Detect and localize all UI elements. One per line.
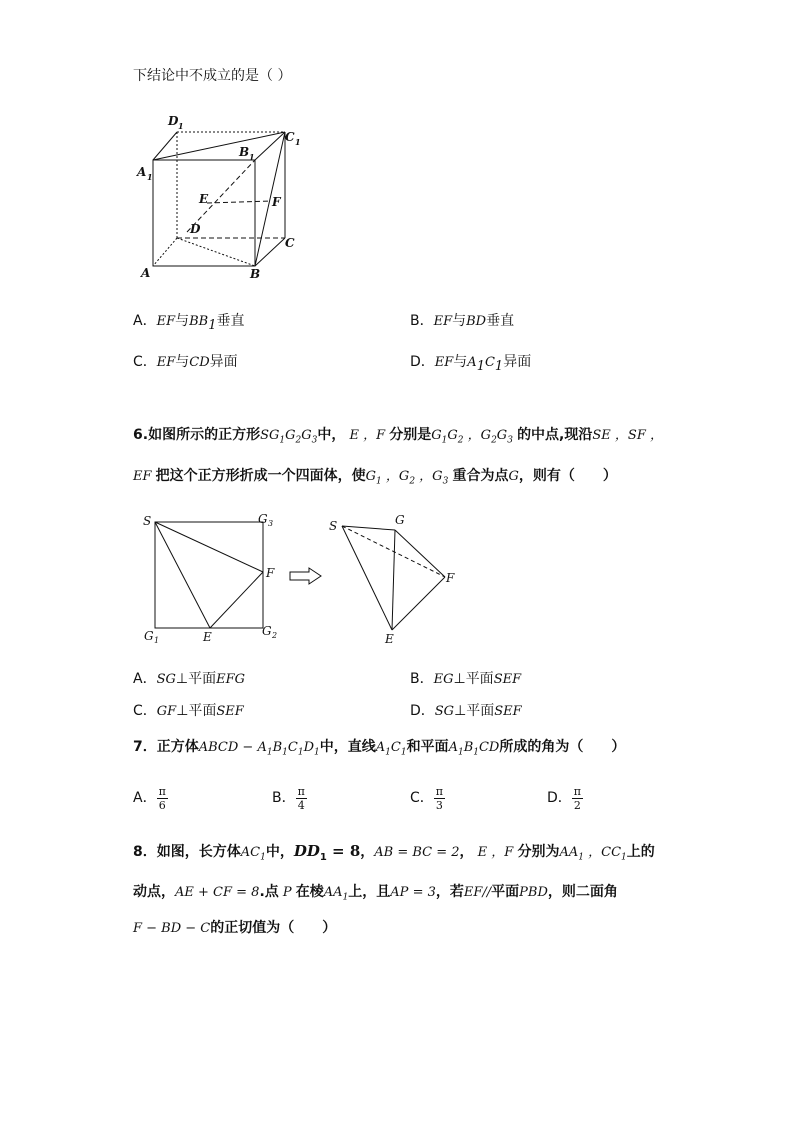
q5-option-d[interactable]: D．EF与$A_1C_1$异面 xyxy=(410,354,532,374)
label-C1: C xyxy=(285,130,295,144)
q7-stem: 7．正方体ABCD − $A_1B_1C_1D_1$中，直线$A_1C_1$和平面$A_1B_1CD$所成的角为（ ） xyxy=(133,739,626,758)
label-A: A xyxy=(141,266,151,280)
q6-stem-line1: 6.如图所示的正方形$SG_1G_2G_3$中， E ，F 分别是$G_1G_2$ ，$G_2G_3$ 的中点,现沿SE ，SF ， xyxy=(133,427,663,446)
fig6b-E: E xyxy=(385,632,394,646)
label-D: D xyxy=(190,222,201,236)
q5-option-b[interactable]: B．EF与BD垂直 xyxy=(410,313,515,329)
fig6b-S: S xyxy=(329,519,338,533)
q7-option-b[interactable]: B． $\frac{\pi}{4}$ xyxy=(272,784,305,812)
svg-text:1: 1 xyxy=(249,152,255,162)
label-E: E xyxy=(199,192,209,206)
svg-text:1: 1 xyxy=(295,137,301,147)
label-B: B xyxy=(250,267,261,281)
fold-arrow-icon xyxy=(289,567,323,585)
fraction: $\frac{\pi}{2}$ xyxy=(573,784,582,812)
q8-stem-line1: 8．如图，长方体$AC_1$中，$DD_1 = 8$，AB = BC = 2， E ，F 分别为$AA_1$ ，$CC_1$上的 xyxy=(133,842,655,863)
label-B1: B xyxy=(239,145,250,159)
q6-option-d[interactable]: D．SG⊥平面SEF xyxy=(410,703,522,719)
fig6-F: F xyxy=(266,566,275,580)
q6-square-figure xyxy=(140,510,280,645)
q6-stem-line2: EF 把这个正方形折成一个四面体，使$G_1$ ，$G_2$ ，$G_3$ 重合为点G，则有（ ） xyxy=(133,468,617,487)
svg-text:1: 1 xyxy=(147,172,153,182)
fraction: $\frac{\pi}{4}$ xyxy=(297,784,305,812)
q6-option-b[interactable]: B．EG⊥平面SEF xyxy=(410,671,522,687)
q8-stem-line3: F − BD − C的正切值为（ ） xyxy=(133,920,337,936)
fig6-G2: G xyxy=(262,624,272,638)
svg-text:1: 1 xyxy=(178,121,184,131)
q5-cube-figure xyxy=(135,110,305,285)
fig6b-F: F xyxy=(446,571,455,585)
fig6-E: E xyxy=(203,630,212,644)
fraction: $\frac{\pi}{3}$ xyxy=(435,784,444,812)
q5-stem: 下结论中不成立的是（ ） xyxy=(133,68,292,84)
q7-option-d[interactable]: D． $\frac{\pi}{2}$ xyxy=(547,784,582,812)
q6-option-a[interactable]: A．SG⊥平面EFG xyxy=(133,671,245,687)
label-C: C xyxy=(285,236,295,250)
label-A1: A xyxy=(137,165,147,179)
q5-option-c[interactable]: C．EF与CD异面 xyxy=(133,354,238,370)
fig6-S: S xyxy=(143,514,152,528)
svg-text:3: 3 xyxy=(268,519,274,528)
q6-tetrahedron-figure xyxy=(325,512,460,647)
label-F: F xyxy=(272,195,281,209)
q6-option-c[interactable]: C．GF⊥平面SEF xyxy=(133,703,244,719)
fig6-G3: G xyxy=(258,512,268,526)
q7-option-c[interactable]: C． $\frac{\pi}{3}$ xyxy=(410,784,444,812)
svg-text:1: 1 xyxy=(154,636,160,645)
q8-stem-line2: 动点，AE + CF = 8.点 P 在棱$AA_1$上，且AP = 3，若EF//平面PBD，则二面角 xyxy=(133,884,618,903)
label-D1: D xyxy=(168,114,179,128)
fig6b-G: G xyxy=(395,513,405,527)
q5-option-a[interactable]: A．EF与$BB_1$垂直 xyxy=(133,313,245,333)
fraction: $\frac{\pi}{6}$ xyxy=(158,784,166,812)
fig6-G1: G xyxy=(144,629,154,643)
q7-option-a[interactable]: A． $\frac{\pi}{6}$ xyxy=(133,784,166,812)
svg-text:2: 2 xyxy=(272,631,278,640)
